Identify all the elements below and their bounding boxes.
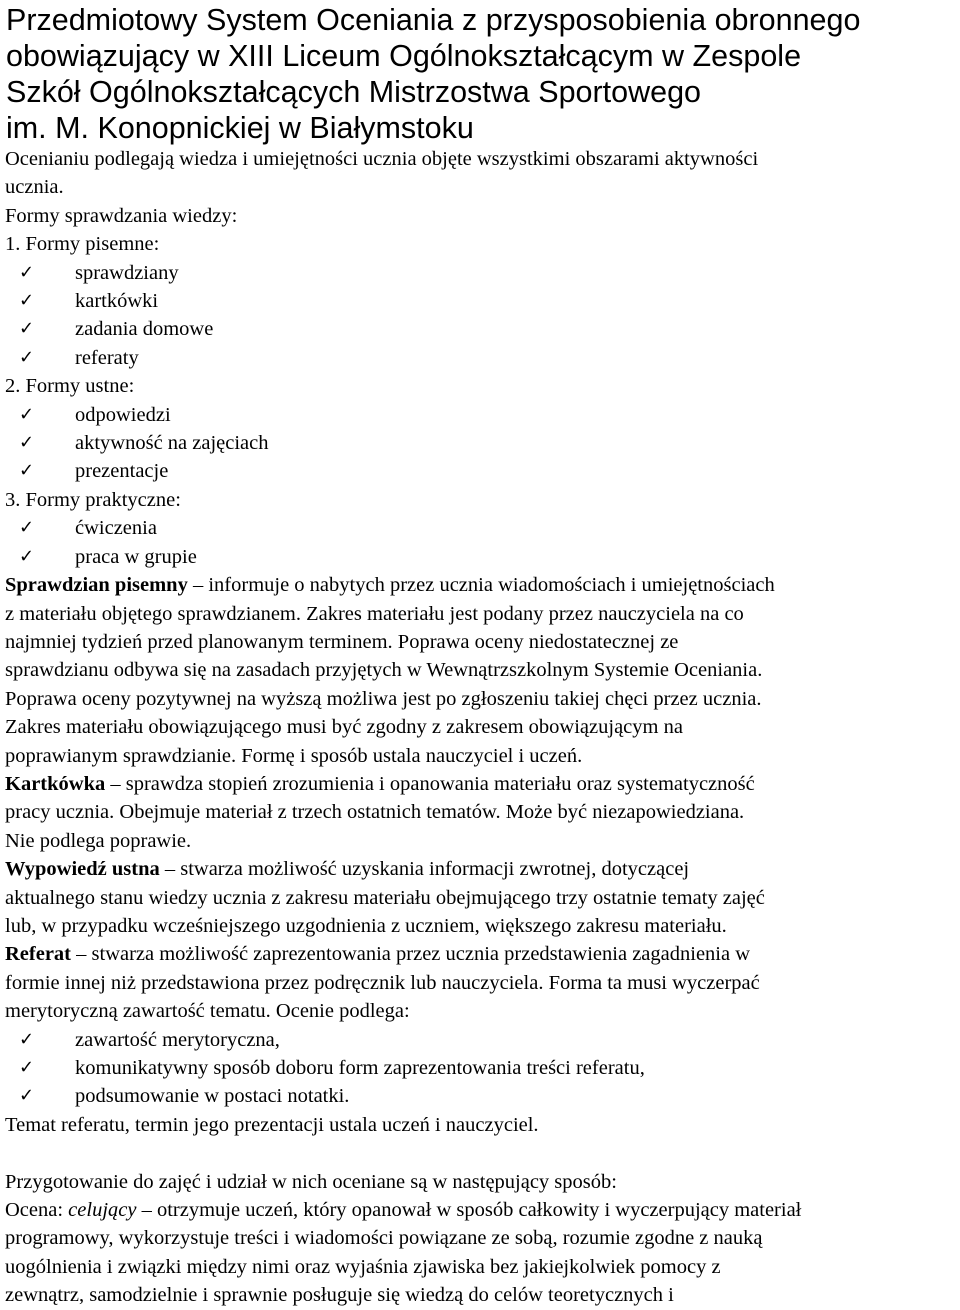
kartkowka-line-1: – sprawdza stopień zrozumienia i opanowania materiału oraz systematyczność [105,772,755,795]
sprawdzian-line-3: najmniej tydzień przed planowanym terminem. Poprawa oceny niedostatecznej ze [5,630,679,653]
kartkowka-line-2: pracy ucznia. Obejmuje materiał z trzech ostatnich tematów. Może być niezapowiedziana. [5,801,745,824]
checkmark-icon: ✓ [19,318,35,340]
list-item-label: zadania domowe [75,318,214,341]
list-item [5,401,960,429]
sprawdzian-paragraph [5,571,960,770]
list-item-label: praca w grupie [75,545,197,568]
referat-term: Referat [5,943,72,966]
referat-line-2: formie innej niż przedstawiona przez podręcznik lub nauczyciela. Forma ta musi wyczerpać [5,971,760,994]
przygotowanie-heading: Przygotowanie do zajęć i udział w nich oceniane są w następujący sposób: [5,1170,617,1193]
sprawdzian-line-7: poprawianym sprawdzianie. Formę i sposób ustala nauczyciel i uczeń. [5,744,583,767]
wypowiedz-line-1: – stwarza możliwość uzyskania informacji zwrotnej, dotyczącej [159,858,690,881]
document-body [5,145,960,1310]
title-line-3: Szkół Ogólnokształcących Mistrzostwa Sportowego [6,75,702,109]
title-line-1: Przedmiotowy System Oceniania z przysposobienia obronnego [6,3,861,37]
ocena-label: Ocena: [5,1199,69,1222]
list-item-label: ćwiczenia [75,517,157,540]
list-item-label: aktywność na zajęciach [75,432,269,455]
referat-closing: Temat referatu, termin jego prezentacji ustala uczeń i nauczyciel. [5,1113,539,1136]
sprawdzian-line-2: z materiału objętego sprawdzianem. Zakres materiału jest podany przez nauczyciela na co [5,602,744,625]
referat-line-1: – stwarza możliwość zaprezentowania przez ucznia przedstawienia zagadnienia w [71,943,751,966]
przygotowanie-paragraph [5,1196,960,1310]
referat-line-3: merytoryczną zawartość tematu. Ocenie podlega: [5,1000,410,1023]
list-item [5,287,960,315]
list-item [5,457,960,485]
intro-line-2: ucznia. [5,176,64,199]
list-item [5,1082,960,1110]
przygotowanie-line-4: zewnątrz, samodzielnie i sprawnie posługuje się wiedzą do celów teoretycznych i [5,1284,674,1307]
referat-paragraph [5,940,960,1025]
list-item-label: kartkówki [75,290,159,313]
list-item-label: odpowiedzi [75,403,171,426]
forms-oral-heading: 2. Formy ustne: [5,375,135,398]
list-item [5,259,960,287]
list-item [5,1054,960,1082]
forms-written-heading: 1. Formy pisemne: [5,233,160,256]
checkmark-icon: ✓ [19,460,35,482]
checkmark-icon: ✓ [19,261,35,283]
wypowiedz-line-3: lub, w przypadku wcześniejszego uzgodnienia z uczniem, większego zakresu materiału. [5,914,727,937]
list-item-label: referaty [75,346,139,369]
intro-paragraph [5,145,960,202]
checkmark-icon: ✓ [19,1085,35,1107]
forms-oral-list [5,401,960,486]
sprawdzian-line-6: Zakres materiału obowiązującego musi być zgodny z zakresem obowiązującym na [5,716,683,739]
forms-heading: Formy sprawdzania wiedzy: [5,204,238,227]
kartkowka-term: Kartkówka [5,772,106,795]
przygotowanie-line-2: programowy, wykorzystuje treści i wiadomości powiązane ze sobą, rozumie zgodne z nauką [5,1227,763,1250]
sprawdzian-line-1: – informuje o nabytych przez ucznia wiadomościach i umiejętnościach [187,574,775,597]
intro-line-1: Ocenianiu podlegają wiedza i umiejętności ucznia objęte wszystkimi obszarami aktywności [5,148,759,170]
forms-written-list [5,259,960,373]
list-item [5,429,960,457]
checkmark-icon: ✓ [19,517,35,539]
przygotowanie-line-1: – otrzymuje uczeń, który opanował w sposób całkowity i wyczerpujący materiał [136,1199,802,1222]
referat-criteria-list [5,1026,960,1111]
wypowiedz-paragraph [5,855,960,940]
przygotowanie-line-3: uogólnienia i związki między nimi oraz wyjaśnia zjawiska bez jakiejkolwiek pomocy z [5,1255,721,1278]
list-item [5,543,960,571]
checkmark-icon: ✓ [19,1028,35,1050]
checkmark-icon: ✓ [19,346,35,368]
list-item [5,344,960,372]
checkmark-icon: ✓ [19,432,35,454]
page-title [6,2,956,146]
list-item [5,1026,960,1054]
title-line-4: im. M. Konopnickiej w Białymstoku [6,111,474,145]
spacer [5,1139,960,1167]
forms-practical-list [5,514,960,571]
list-item-label: podsumowanie w postaci notatki. [75,1085,350,1108]
kartkowka-paragraph [5,770,960,855]
wypowiedz-line-2: aktualnego stanu wiedzy ucznia z zakresu materiału obejmującego trzy ostatnie tematy zajęć [5,886,765,909]
grade-name: celujący [68,1199,137,1222]
title-line-2: obowiązujący w XIII Liceum Ogólnokształcącym w Zespole [6,39,802,73]
list-item-label: komunikatywny sposób doboru form zaprezentowania treści referatu, [75,1057,645,1079]
sprawdzian-term: Sprawdzian pisemny [5,574,188,597]
list-item-label: sprawdziany [75,261,179,284]
forms-practical-heading: 3. Formy praktyczne: [5,488,181,511]
sprawdzian-line-5: Poprawa oceny pozytywnej na wyższą możliwa jest po zgłoszeniu takiej chęci przez ucznia. [5,687,762,710]
sprawdzian-line-4: sprawdzianu odbywa się na zasadach przyjętych w Wewnątrzszkolnym Systemie Oceniania. [5,659,763,682]
list-item [5,514,960,542]
list-item-label: prezentacje [75,460,169,483]
list-item-label: zawartość merytoryczna, [75,1028,280,1051]
wypowiedz-term: Wypowiedź ustna [5,858,160,881]
checkmark-icon: ✓ [19,545,35,567]
checkmark-icon: ✓ [19,1057,35,1078]
list-item [5,315,960,343]
checkmark-icon: ✓ [19,290,35,312]
kartkowka-line-3: Nie podlega poprawie. [5,829,192,852]
checkmark-icon: ✓ [19,403,35,425]
